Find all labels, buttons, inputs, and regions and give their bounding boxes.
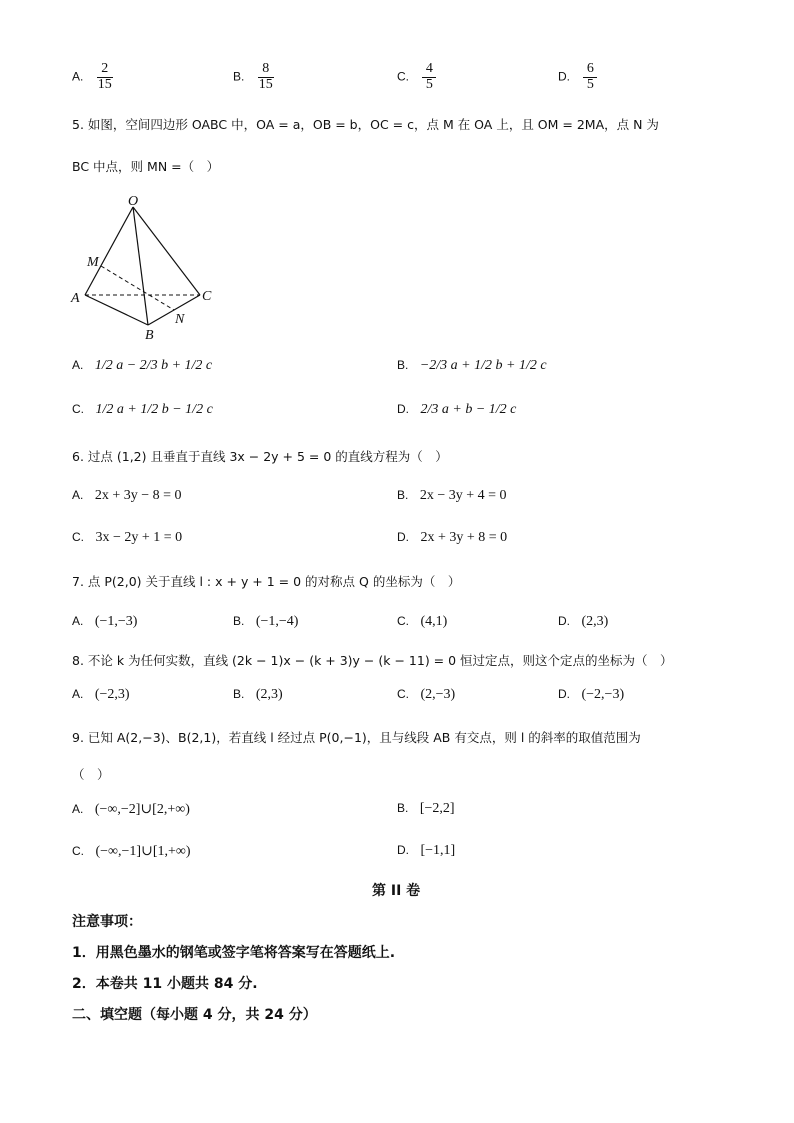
fraction: $\frac{2}{15}$ — [97, 61, 112, 92]
fraction: $\frac{6}{5}$ — [583, 62, 597, 92]
q4-option-b: B. $\frac{8}{15}$ — [233, 61, 273, 92]
q6-option-c: C. 3x − 2y + 1 = 0 — [72, 530, 183, 545]
q7-option-b: B. (−1,−4) — [233, 614, 299, 629]
label-c: C — [202, 289, 212, 304]
q6-option-a: A. 2x + 3y − 8 = 0 — [72, 488, 182, 503]
q9-stem-line2: （ ） — [72, 767, 110, 782]
q5-option-a: A. 1/2 a − 2/3 b + 1/2 c — [72, 358, 213, 373]
q8-option-b: B. (2,3) — [233, 687, 283, 702]
q8-option-d: D. (−2,−3) — [558, 687, 625, 702]
q9-stem: 9. 已知 A(2,−3)、B(2,1)，若直线 l 经过点 P(0,−1)，且与线段 AB 有交点，则 l 的斜率的取值范围为 — [72, 730, 641, 745]
q8-stem: 8. 不论 k 为任何实数，直线 (2k − 1)x − (k + 3)y − (k − 11) = 0 恒过定点，则这个定点的坐标为（ ） — [72, 653, 673, 668]
q5-option-c: C. 1/2 a + 1/2 b − 1/2 c — [72, 402, 213, 417]
q9-option-c: C. (−∞,−1]∪[1,+∞) — [72, 844, 191, 859]
notice-2: 2．本卷共 11 小题共 84 分. — [72, 976, 258, 992]
q5-stem-line2: BC 中点，则 MN =（ ） — [72, 159, 220, 174]
label-a: A — [71, 291, 80, 306]
fraction: $\frac{4}{5}$ — [422, 62, 436, 92]
q6-option-d: D. 2x + 3y + 8 = 0 — [397, 530, 508, 545]
fraction: $\frac{8}{15}$ — [258, 61, 273, 92]
q5-stem-line1: 5. 如图，空间四边形 OABC 中，OA = a，OB = b，OC = c，点 M 在 OA 上，且 OM = 2MA，点 N 为 — [72, 117, 659, 132]
q7-option-c: C. (4,1) — [397, 614, 448, 629]
label-b: B — [145, 328, 154, 342]
edge-ab — [85, 295, 148, 325]
edge-oa — [85, 207, 133, 295]
tetrahedron-figure — [65, 192, 230, 342]
q6-option-b: B. 2x − 3y + 4 = 0 — [397, 488, 507, 503]
q6-stem: 6. 过点 (1,2) 且垂直于直线 3x − 2y + 5 = 0 的直线方程为（ ） — [72, 449, 448, 464]
q8-option-c: C. (2,−3) — [397, 687, 456, 702]
q7-option-a: A. (−1,−3) — [72, 614, 138, 629]
label-n: N — [175, 312, 185, 327]
q5-option-d: D. 2/3 a + b − 1/2 c — [397, 402, 517, 417]
q8-option-a: A. (−2,3) — [72, 687, 130, 702]
q7-stem: 7. 点 P(2,0) 关于直线 l : x + y + 1 = 0 的对称点 Q 的坐标为（ ） — [72, 574, 461, 589]
q4-option-a: A. $\frac{2}{15}$ — [72, 61, 112, 92]
q4-option-d: D. $\frac{6}{5}$ — [558, 62, 597, 92]
notice-title: 注意事项： — [72, 914, 142, 930]
q9-option-b: B. [−2,2] — [397, 801, 455, 816]
q4-option-c: C. $\frac{4}{5}$ — [397, 62, 436, 92]
q9-option-a: A. (−∞,−2]∪[2,+∞) — [72, 802, 190, 817]
section-fill-blank: 二、填空题（每小题 4 分，共 24 分） — [72, 1007, 317, 1023]
notice-1: 1．用黑色墨水的钢笔或签字笔将答案写在答题纸上. — [72, 945, 396, 961]
q9-option-d: D. [−1,1] — [397, 843, 456, 858]
segment-mn-dashed — [101, 266, 174, 310]
label-o: O — [128, 194, 139, 209]
q5-option-b: B. −2/3 a + 1/2 b + 1/2 c — [397, 358, 547, 373]
part2-title: 第 II 卷 — [372, 883, 421, 899]
label-m: M — [87, 255, 99, 270]
q7-option-d: D. (2,3) — [558, 614, 609, 629]
